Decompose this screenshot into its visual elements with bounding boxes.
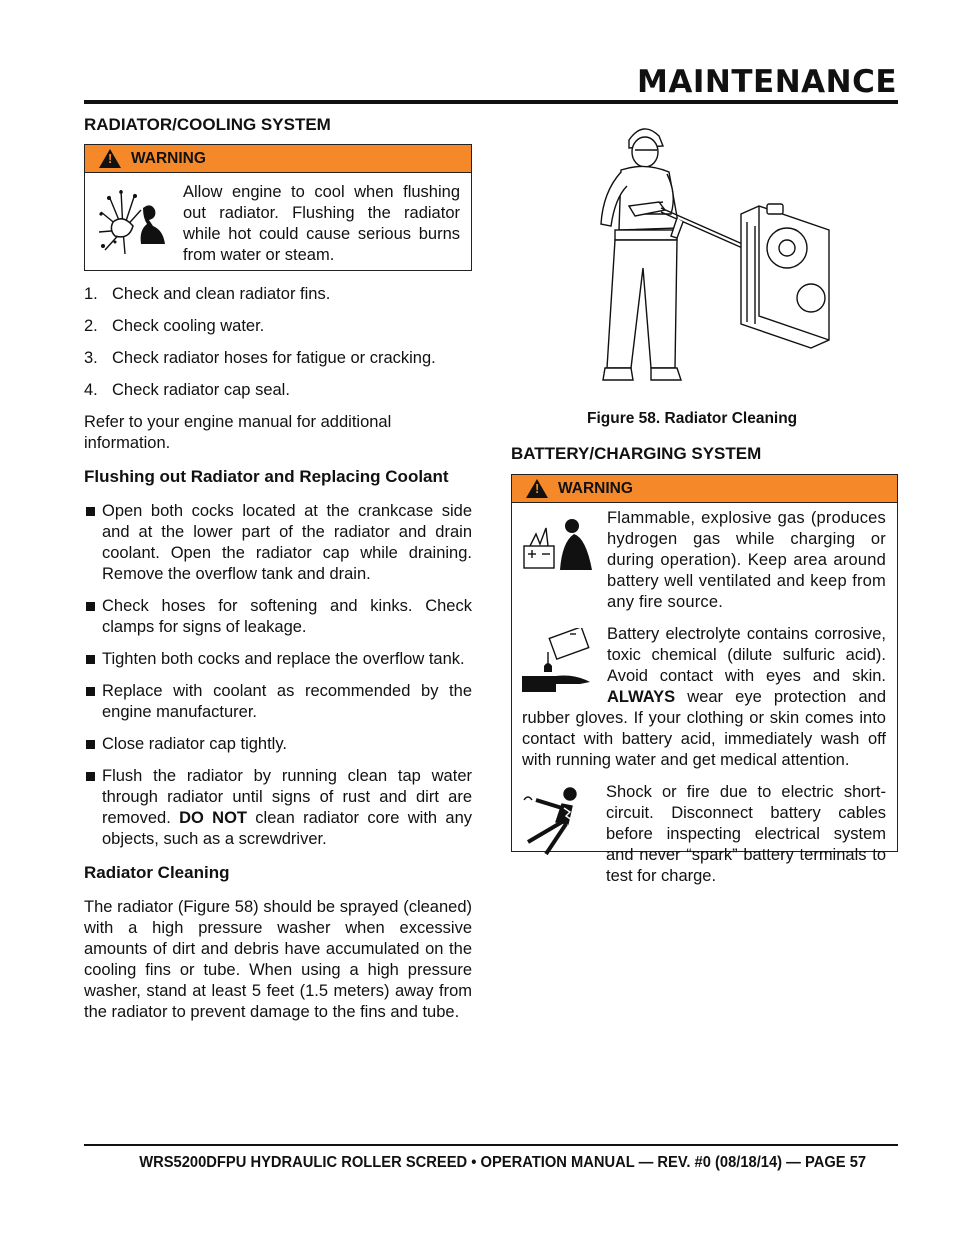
list-item: 3. Check radiator hoses for fatigue or cracking.: [84, 349, 436, 367]
battery-warning-box: [511, 474, 898, 885]
electric-shock-warning-text: Shock or fire due to electric short-circuit. Disconnect battery cables before inspecting electrical system and never “spark” battery terminals to test for charge.: [606, 783, 886, 885]
figure-caption: Figure 58. Radiator Cleaning: [587, 410, 798, 427]
flushing-bullet-list: [84, 501, 472, 850]
bullet-square-icon: [86, 772, 95, 781]
radiator-section-title: RADIATOR/COOLING SYSTEM: [84, 115, 331, 134]
explosive-gas-warning-text: Flammable, explosive gas (produces hydrogen gas while charging or during operation). Keep area around battery well ventilated and keep from any fire source.: [607, 509, 886, 611]
corrosive-acid-icon: [522, 628, 594, 694]
radiator-warning-text: Allow engine to cool when flushing out radiator. Flushing the radiator while hot could cause serious burns from water or steam.: [183, 183, 460, 264]
warning-header: [85, 145, 471, 173]
header-rule: [84, 100, 898, 104]
warning-label: WARNING: [558, 480, 633, 497]
radiator-cleaning-figure: [511, 118, 898, 383]
bullet-square-icon: [86, 740, 95, 749]
radiator-steps-list: [84, 284, 472, 401]
list-item: Replace with coolant as recommended by the engine manufacturer.: [84, 681, 472, 723]
explosive-gas-icon: [522, 516, 594, 613]
radiator-warning-box: [84, 144, 472, 271]
warning-header: [512, 475, 897, 503]
left-column: [84, 114, 472, 1023]
radiator-cleaning-illustration: [511, 118, 898, 383]
list-item: Tighten both cocks and replace the overflow tank.: [84, 649, 472, 670]
radiator-cleaning-text: The radiator (Figure 58) should be sprayed (cleaned) with a high pressure washer when excessive amounts of dirt and debris have accumulated on the cooling fins or tube. When using a high pressure washer, stand at least 5 feet (1.5 meters) away from the radiator to prevent damage to the fins and tube.: [84, 898, 472, 1021]
list-item: 4. Check radiator cap seal.: [84, 381, 290, 399]
flushing-subtitle: Flushing out Radiator and Replacing Coolant: [84, 467, 449, 486]
warning-triangle-icon: !: [99, 149, 121, 168]
bullet-square-icon: [86, 602, 95, 611]
warning-triangle-icon: !: [526, 479, 548, 498]
list-item: Open both cocks located at the crankcase side and at the lower part of the radiator and drain coolant. Open the radiator cap while draining. Remove the overflow tank and drain.: [84, 501, 472, 585]
list-item: Close radiator cap tightly.: [84, 734, 472, 755]
corrosive-acid-warning: Battery electrolyte contains corrosive, toxic chemical (dilute sulfuric acid). Avoid contact with eyes and skin. ALWAYS wear eye protection and rubber gloves. If your clothing or skin comes into contact with battery acid, immediately wash off with running water and get medical attention.: [522, 625, 886, 769]
bullet-square-icon: [86, 655, 95, 664]
list-item: 1. Check and clean radiator fins.: [84, 285, 331, 303]
list-item: Check hoses for softening and kinks. Check clamps for signs of leakage.: [84, 596, 472, 638]
bullet-square-icon: [86, 687, 95, 696]
radiator-cleaning-subtitle: Radiator Cleaning: [84, 863, 230, 882]
bullet-square-icon: [86, 507, 95, 516]
refer-engine-manual-text: Refer to your engine manual for additional information.: [84, 413, 392, 452]
footer-rule: [84, 1144, 898, 1146]
explosion-burn-icon: [95, 186, 171, 258]
battery-section-title: BATTERY/CHARGING SYSTEM: [511, 444, 762, 463]
electric-shock-icon: [522, 786, 594, 887]
right-column: [511, 118, 898, 885]
list-item: Flush the radiator by running clean tap water through radiator until signs of rust and dirt are removed. DO NOT clean radiator core with any objects, such as a screwdriver.: [84, 766, 472, 850]
warning-label: WARNING: [131, 150, 206, 167]
page-footer: WRS5200DFPU HYDRAULIC ROLLER SCREED • OPERATION MANUAL — REV. #0 (08/18/14) — PAGE 57: [139, 1154, 866, 1171]
list-item: 2. Check cooling water.: [84, 317, 265, 335]
page-title: MAINTENANCE: [637, 64, 897, 100]
